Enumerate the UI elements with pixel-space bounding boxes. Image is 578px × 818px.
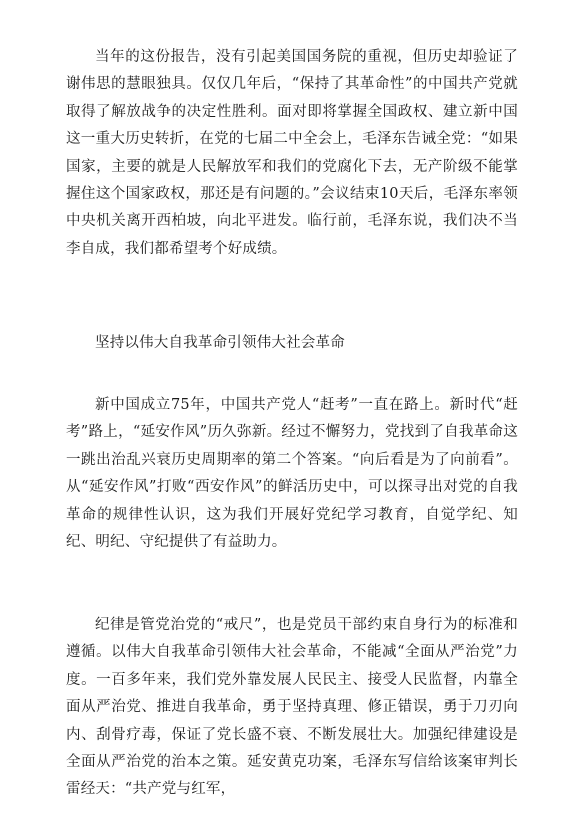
paragraph-2: 新中国成立75年，中国共产党人“赶考”一直在路上。新时代“赶考”路上，“延安作风”历久弥新。经过不懈努力，党找到了自我革命这一跳出治乱兴衰历史周期率的第二个答案。“向后看是为了向前看”。从“延安作风”打败“西安作风”的鲜活历史中，可以探寻出对党的自我革命的规律性认识，这为我们开展好党纪学习教育，自觉学纪、知纪、明纪、守纪提供了有益助力。 (66, 397, 518, 551)
section-heading: 坚持以伟大自我革命引领伟大社会革命 (95, 335, 345, 351)
paragraph-1: 当年的这份报告，没有引起美国国务院的重视，但历史却验证了谢伟思的慧眼独具。仅仅几年后，“保持了其革命性”的中国共产党就取得了解放战争的决定性胜利。面对即将掌握全国政权、建立新中国这一重大历史转折，在党的七届二中全会上，毛泽东告诫全党：“如果国家，主要的就是人民解放军和我们的党腐化下去，无产阶级不能掌握住这个国家政权，那还是有问题的。”会议结束10天后，毛泽东率领中央机关离开西柏坡，向北平进发。临行前，毛泽东说，我们决不当李自成，我们都希望考个好成绩。 (66, 49, 518, 257)
paragraph-3: 纪律是管党治党的“戒尺”，也是党员干部约束自身行为的标准和遵循。以伟大自我革命引领伟大社会革命，不能减“全面从严治党”力度。一百多年来，我们党外靠发展人民民主、接受人民监督，内靠全面从严治党、推进自我革命，勇于坚持真理、修正错误，勇于刀刃向内、刮骨疗毒，保证了党长盛不衰、不断发展壮大。加强纪律建设是全面从严治党的治本之策。延安黄克功案，毛泽东写信给该案审判长雷经天：“共产党与红军， (66, 617, 518, 798)
